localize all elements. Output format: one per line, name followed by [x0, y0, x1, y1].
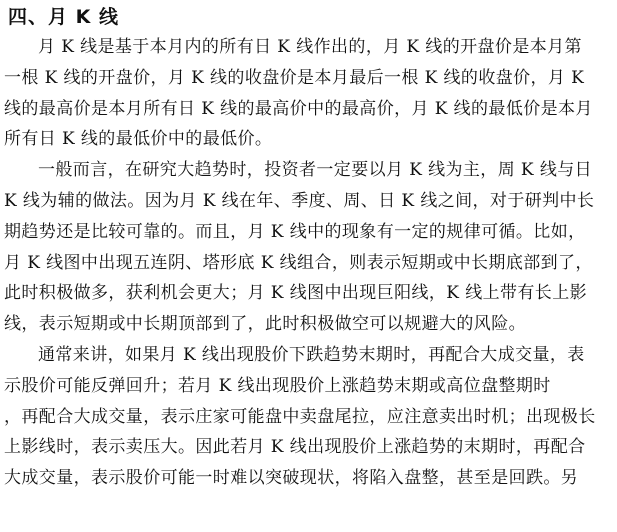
paragraph-volume-signals: [4, 340, 611, 494]
text-line: 通常来讲，如果月 K 线出现股价下跌趋势末期时，再配合大成交量，表: [38, 344, 585, 365]
paragraph-definition: [4, 32, 611, 155]
section-heading: 四、月 K 线: [8, 6, 119, 28]
text-line: 月 K 线图中出现五连阴、塔形底 K 线组合，则表示短期或中长期底部到了，: [4, 252, 593, 273]
paragraph-trend-analysis: [4, 155, 611, 340]
text-line: 所有日 K 线的最低价中的最低价。: [4, 129, 273, 150]
text-line: ，再配合大成交量，表示庄家可能盘中卖盘尾拉，应注意卖出时机；出现极长: [4, 406, 596, 427]
text-line: 线，表示短期或中长期顶部到了，此时积极做空可以规避大的风险。: [4, 314, 526, 335]
text-line: 一般而言，在研究大趋势时，投资者一定要以月 K 线为主，周 K 线与日: [38, 160, 593, 181]
text-line: 此时积极做多，获利机会更大；月 K 线图中出现巨阳线，K 线上带有长上影: [4, 283, 588, 304]
text-line: 线的最高价是本月所有日 K 线的最高价中的最高价，月 K 线的最低价是本月: [4, 98, 593, 119]
text-line: 示股价可能反弹回升；若月 K 线出现股价上涨趋势末期或高位盘整期时: [4, 375, 551, 396]
text-line: 大成交量，表示股价可能一时难以突破现状，将陷入盘整，甚至是回跌。另: [4, 468, 579, 489]
text-line: 月 K 线是基于本月内的所有日 K 线作出的，月 K 线的开盘价是本月第: [38, 37, 582, 57]
text-line: K 线为辅的做法。因为月 K 线在年、季度、周、日 K 线之间，对于研判中长: [4, 190, 595, 211]
text-line: 期趋势还是比较可靠的。而且，月 K 线中的现象有一定的规律可循。比如，: [4, 221, 586, 242]
text-line: 一根 K 线的开盘价，月 K 线的收盘价是本月最后一根 K 线的收盘价，月 K: [4, 67, 585, 88]
text-line: 上影线时，表示卖压大。因此若月 K 线出现股价上涨趋势的末期时，再配合: [4, 437, 586, 458]
